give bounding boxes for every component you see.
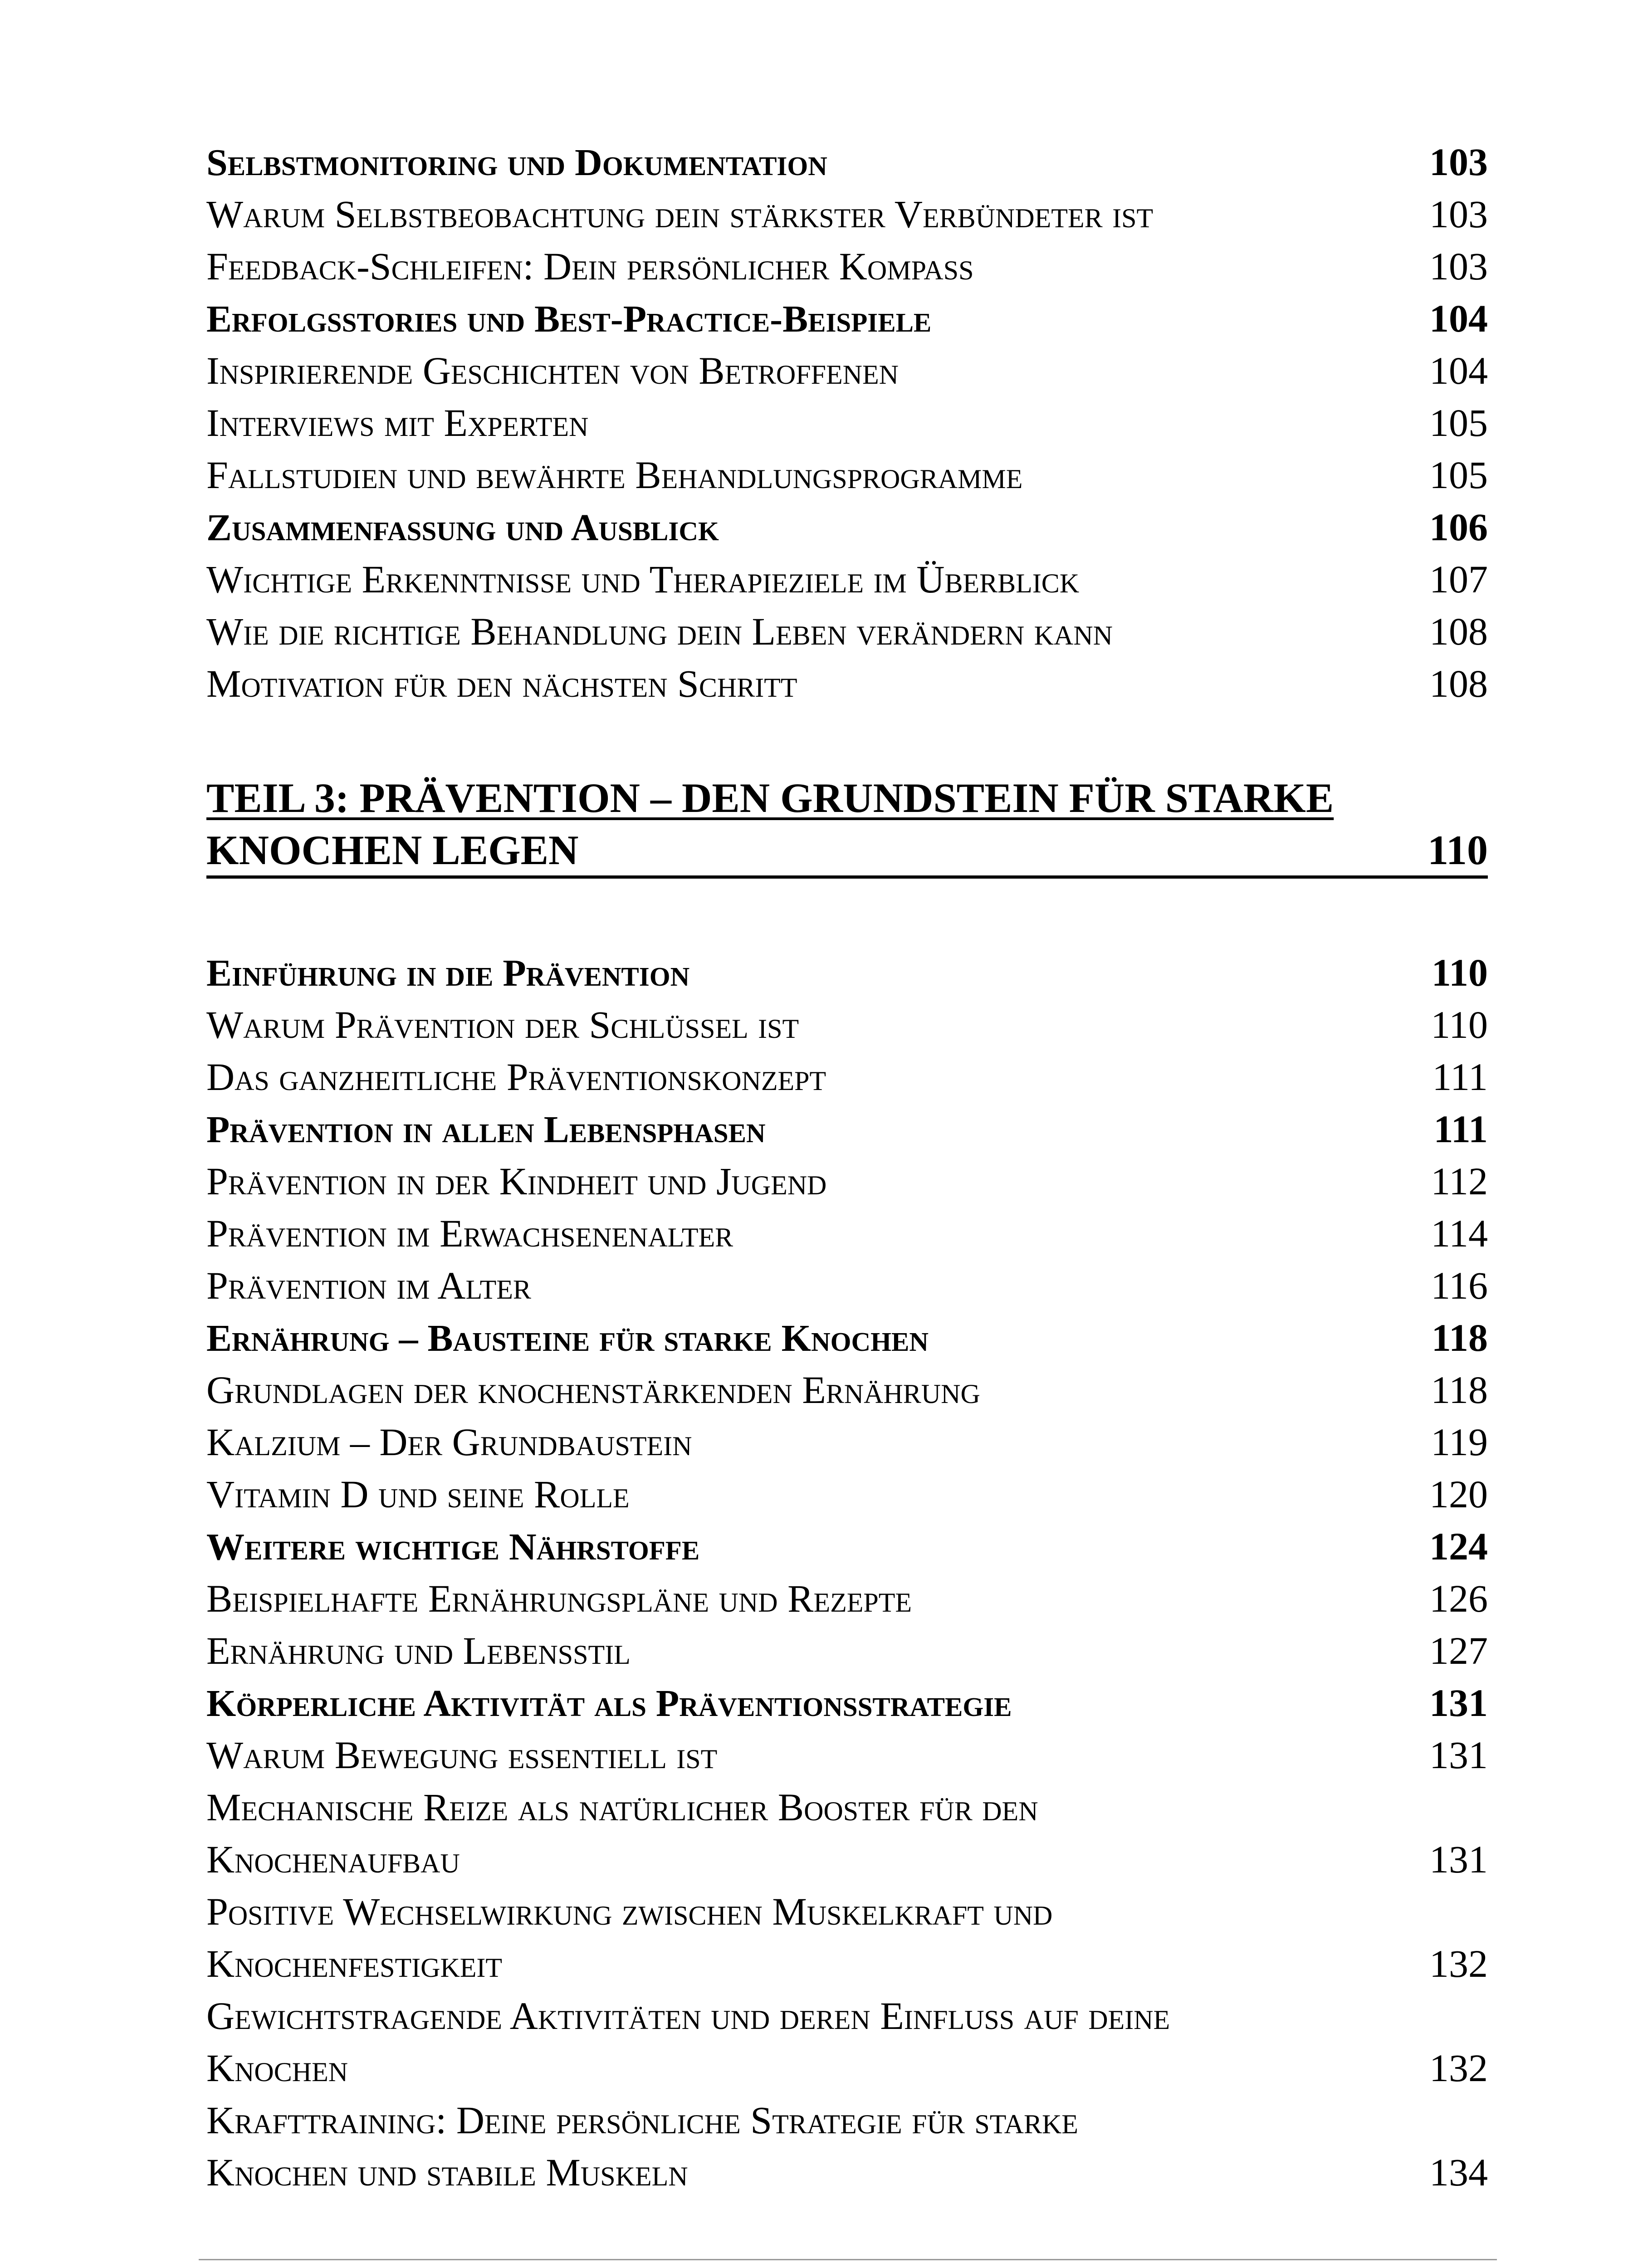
toc-entry[interactable] <box>206 449 1488 501</box>
toc-entry-title-line2: Knochenfestigkeit <box>206 1942 503 1985</box>
toc-entry-title-line1: Positive Wechselwirkung zwischen Muskelkraft und <box>206 1890 1053 1933</box>
toc-entry[interactable] <box>206 1677 1488 1729</box>
toc-entry-title: Selbstmonitoring und Dokumentation <box>206 142 827 184</box>
toc-entry[interactable] <box>206 1364 1488 1416</box>
footer-divider <box>199 2259 1497 2260</box>
toc-entry[interactable] <box>206 240 1488 293</box>
toc-entry-title: Feedback-Schleifen: Dein persönlicher Kompass <box>206 244 974 288</box>
toc-entry[interactable] <box>206 606 1488 658</box>
toc-entry-title-line1: Mechanische Reize als natürlicher Booster für den <box>206 1785 1038 1829</box>
toc-entry-title: Warum Bewegung essentiell ist <box>206 1733 718 1777</box>
toc-entry-title: Prävention in der Kindheit und Jugend <box>206 1159 827 1203</box>
toc-entry-title: Wichtige Erkenntnisse und Therapieziele im Überblick <box>206 557 1080 601</box>
part-heading-line2 <box>206 825 1488 879</box>
toc-entry-page: 104 <box>1429 297 1488 340</box>
toc-entry-page: 111 <box>1433 1107 1488 1151</box>
toc-entry[interactable] <box>206 1103 1488 1155</box>
toc-entry-second-line <box>206 1833 1488 1886</box>
toc-entry[interactable] <box>206 188 1488 240</box>
toc-entry-title: Prävention im Erwachsenenalter <box>206 1212 733 1255</box>
toc-entry-page: 106 <box>1429 505 1488 549</box>
toc-entry-page: 112 <box>1431 1159 1488 1203</box>
toc-entry-title-line2: Knochen <box>206 2046 348 2090</box>
toc-entry-title-line1: Krafttraining: Deine persönliche Strategie für starke <box>206 2098 1078 2142</box>
toc-entry[interactable] <box>206 1155 1488 1207</box>
toc-entry-page: 131 <box>1429 1838 1488 1881</box>
toc-entry[interactable] <box>206 658 1488 710</box>
toc-entry-wrapped[interactable] <box>206 2094 1488 2199</box>
toc-entry-title: Interviews mit Experten <box>206 401 589 445</box>
toc-entry-page: 134 <box>1429 2151 1488 2194</box>
toc-entry-second-line <box>206 1938 1488 1990</box>
toc-entry-page: 105 <box>1429 401 1488 445</box>
toc-entry-second-line <box>206 2146 1488 2199</box>
toc-entry-page: 119 <box>1431 1420 1488 1464</box>
toc-entry[interactable] <box>206 1051 1488 1103</box>
toc-entry[interactable] <box>206 553 1488 606</box>
toc-entry-page: 127 <box>1429 1629 1488 1672</box>
toc-entry-title: Kalzium – Der Grundbaustein <box>206 1420 692 1464</box>
toc-entry-page: 124 <box>1429 1525 1488 1568</box>
toc-entry[interactable] <box>206 501 1488 553</box>
toc-entry-page: 132 <box>1429 2046 1488 2090</box>
toc-entry-title: Das ganzheitliche Präventionskonzept <box>206 1055 826 1099</box>
toc-entry[interactable] <box>206 1729 1488 1781</box>
toc-entry[interactable] <box>206 136 1488 188</box>
toc-entry-title: Vitamin D und seine Rolle <box>206 1472 630 1516</box>
toc-entry-page: 114 <box>1431 1212 1488 1255</box>
toc-entry-title: Warum Prävention der Schlüssel ist <box>206 1003 799 1046</box>
toc-entry[interactable] <box>206 397 1488 449</box>
toc-entry[interactable] <box>206 1468 1488 1520</box>
toc-entry-wrapped[interactable] <box>206 1781 1488 1886</box>
toc-entry-title: Fallstudien und bewährte Behandlungsprogramme <box>206 453 1023 497</box>
toc-entry-title: Erfolgsstories und Best-Practice-Beispiele <box>206 298 932 340</box>
toc-entry-second-line <box>206 2042 1488 2094</box>
toc-entry-page: 105 <box>1429 453 1488 497</box>
toc-entry-title: Ernährung und Lebensstil <box>206 1629 631 1672</box>
toc-entry[interactable] <box>206 947 1488 999</box>
toc-entry[interactable] <box>206 1625 1488 1677</box>
toc-entry-title: Grundlagen der knochenstärkenden Ernährung <box>206 1368 980 1412</box>
toc-entry-page: 108 <box>1429 662 1488 705</box>
part-heading[interactable] <box>206 771 1488 879</box>
toc-entry-page: 116 <box>1431 1264 1488 1307</box>
toc-entry-wrapped[interactable] <box>206 1886 1488 1990</box>
toc-entry-title: Inspirierende Geschichten von Betroffenen <box>206 349 899 392</box>
toc-entry[interactable] <box>206 1312 1488 1364</box>
part-heading-page: 110 <box>1428 827 1488 873</box>
toc-entry-page: 110 <box>1431 1003 1488 1046</box>
toc-entry-page: 118 <box>1431 1316 1488 1359</box>
toc-entry[interactable] <box>206 999 1488 1051</box>
toc-entry-page: 131 <box>1429 1681 1488 1725</box>
toc-entry[interactable] <box>206 1573 1488 1625</box>
toc-entry-page: 110 <box>1431 951 1488 994</box>
toc-entry[interactable] <box>206 345 1488 397</box>
toc-entry[interactable] <box>206 1520 1488 1573</box>
toc-entry-page: 107 <box>1429 557 1488 601</box>
toc-entry-title: Zusammenfassung und Ausblick <box>206 507 719 549</box>
toc-entry[interactable] <box>206 293 1488 345</box>
toc-entry-page: 104 <box>1429 349 1488 392</box>
toc-entry-page: 132 <box>1429 1942 1488 1985</box>
toc-entry[interactable] <box>206 1416 1488 1468</box>
toc-entry-page: 126 <box>1429 1577 1488 1620</box>
toc-entry-page: 118 <box>1431 1368 1488 1412</box>
toc-entry-title-line2: Knochenaufbau <box>206 1838 460 1881</box>
toc-section-top <box>206 136 1488 710</box>
toc-entry-title: Prävention in allen Lebensphasen <box>206 1109 766 1151</box>
toc-entry-title: Einführung in die Prävention <box>206 952 690 994</box>
toc-entry-title-line1: Gewichtstragende Aktivitäten und deren Einfluss auf deine <box>206 1994 1170 2038</box>
toc-entry-title-line2: Knochen und stabile Muskeln <box>206 2151 688 2194</box>
toc-entry-page: 103 <box>1429 244 1488 288</box>
toc-entry[interactable] <box>206 1260 1488 1312</box>
toc-entry-page: 131 <box>1429 1733 1488 1777</box>
part-heading-line1: TEIL 3: PRÄVENTION – DEN GRUNDSTEIN FÜR STARKE <box>206 775 1334 821</box>
toc-entry-title: Prävention im Alter <box>206 1264 531 1307</box>
toc-entry-page: 103 <box>1429 140 1488 184</box>
toc-entry-title: Wie die richtige Behandlung dein Leben verändern kann <box>206 610 1113 653</box>
toc-entry-title: Warum Selbstbeobachtung dein stärkster Verbündeter ist <box>206 192 1154 236</box>
toc-entry-title: Körperliche Aktivität als Präventionsstrategie <box>206 1682 1012 1725</box>
toc-entry-page: 103 <box>1429 192 1488 236</box>
toc-entry-title: Beispielhafte Ernährungspläne und Rezepte <box>206 1577 912 1620</box>
toc-entry-page: 108 <box>1429 610 1488 653</box>
toc-entry-wrapped[interactable] <box>206 1990 1488 2094</box>
toc-entry-title: Ernährung – Bausteine für starke Knochen <box>206 1317 929 1359</box>
toc-entry-page: 111 <box>1432 1055 1488 1099</box>
toc-entry-title: Weitere wichtige Nährstoffe <box>206 1526 700 1568</box>
toc-entry-title: Motivation für den nächsten Schritt <box>206 662 797 705</box>
toc-entry-page: 120 <box>1429 1472 1488 1516</box>
toc-section-bottom <box>206 947 1488 2199</box>
part-heading-line2-text: KNOCHEN LEGEN <box>206 827 579 873</box>
toc-entry[interactable] <box>206 1207 1488 1260</box>
